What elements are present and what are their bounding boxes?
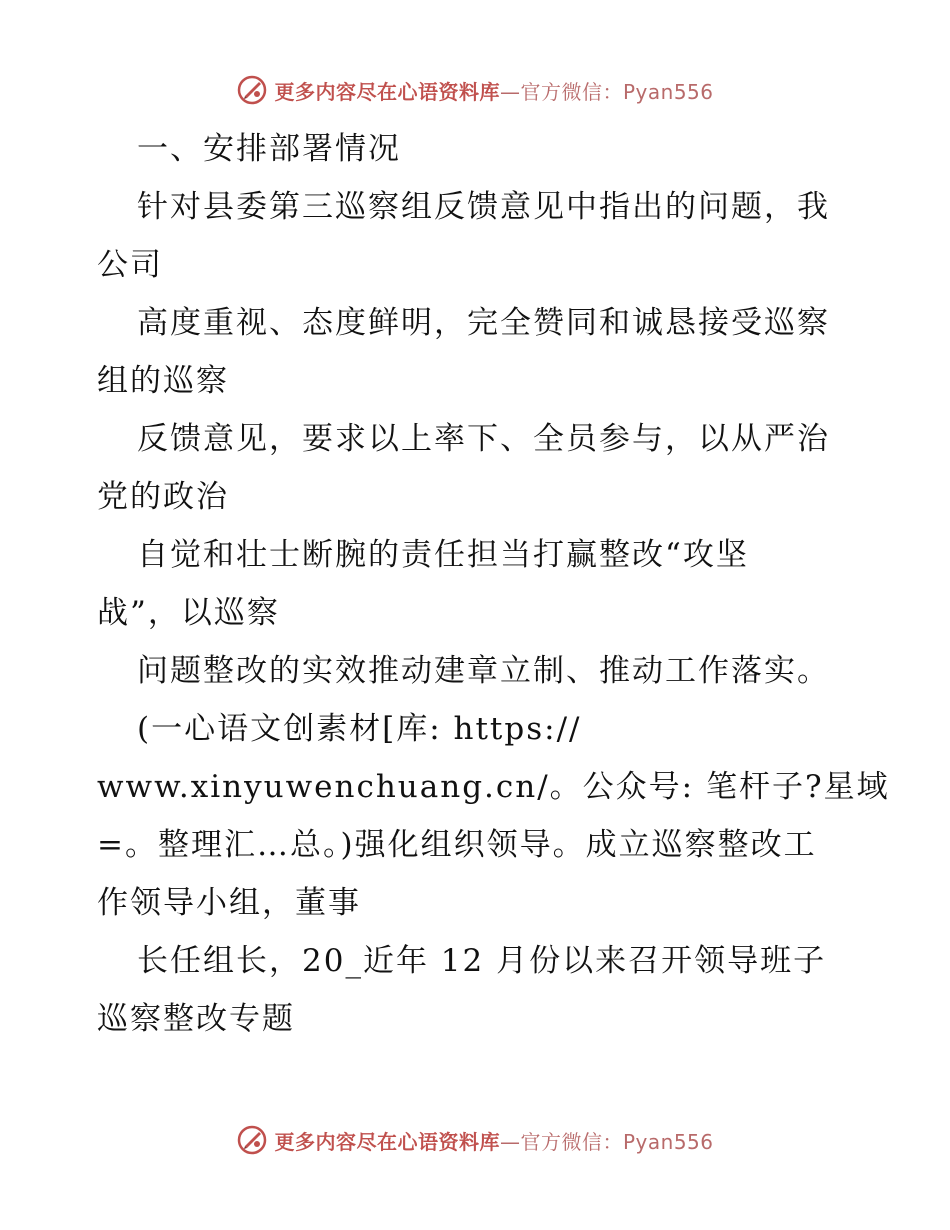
body-line: (一心语文创素材[库: https://	[137, 711, 582, 747]
body-line: =。整理汇…总。)强化组织领导。成立巡察整改工	[97, 827, 817, 863]
body-line: 公司	[97, 247, 163, 283]
header-banner-official: 官方微信：	[520, 79, 623, 104]
footer-banner-main: 更多内容尽在心语资料库	[274, 1129, 500, 1154]
footer-banner-id: Pyan556	[622, 1129, 714, 1154]
header-banner-main: 更多内容尽在心语资料库	[274, 79, 500, 104]
quill-logo-icon	[236, 74, 268, 106]
body-line: www.xinyuwenchuang.cn/。公众号: 笔杆子?星域	[97, 769, 890, 805]
header-banner-id: Pyan556	[622, 79, 714, 104]
body-line: 问题整改的实效推动建章立制、推动工作落实。	[137, 653, 830, 689]
header-banner	[0, 70, 950, 110]
document-body	[97, 120, 890, 1048]
body-line: 自觉和壮士断腕的责任担当打赢整改“攻坚	[137, 537, 749, 573]
body-line: 高度重视、态度鲜明，完全赞同和诚恳接受巡察	[137, 305, 830, 341]
quill-logo-icon	[236, 1124, 268, 1156]
footer-banner-official: 官方微信：	[520, 1129, 623, 1154]
header-banner-dash: —	[499, 79, 521, 104]
body-line-heading: 一、安排部署情况	[137, 131, 401, 167]
header-banner-text	[274, 76, 713, 105]
footer-banner-dash: —	[499, 1129, 521, 1154]
footer-banner-text	[274, 1126, 713, 1155]
body-line: 巡察整改专题	[97, 1001, 295, 1037]
body-line: 战”，以巡察	[97, 595, 280, 631]
body-line: 作领导小组，董事	[97, 885, 361, 921]
body-line: 反馈意见，要求以上率下、全员参与，以从严治	[137, 421, 830, 457]
body-line: 党的政治	[97, 479, 229, 515]
body-line: 组的巡察	[97, 363, 229, 399]
body-line: 长任组长，20_近年 12 月份以来召开领导班子	[137, 943, 827, 979]
footer-banner	[0, 1120, 950, 1160]
body-line: 针对县委第三巡察组反馈意见中指出的问题，我	[137, 189, 830, 225]
